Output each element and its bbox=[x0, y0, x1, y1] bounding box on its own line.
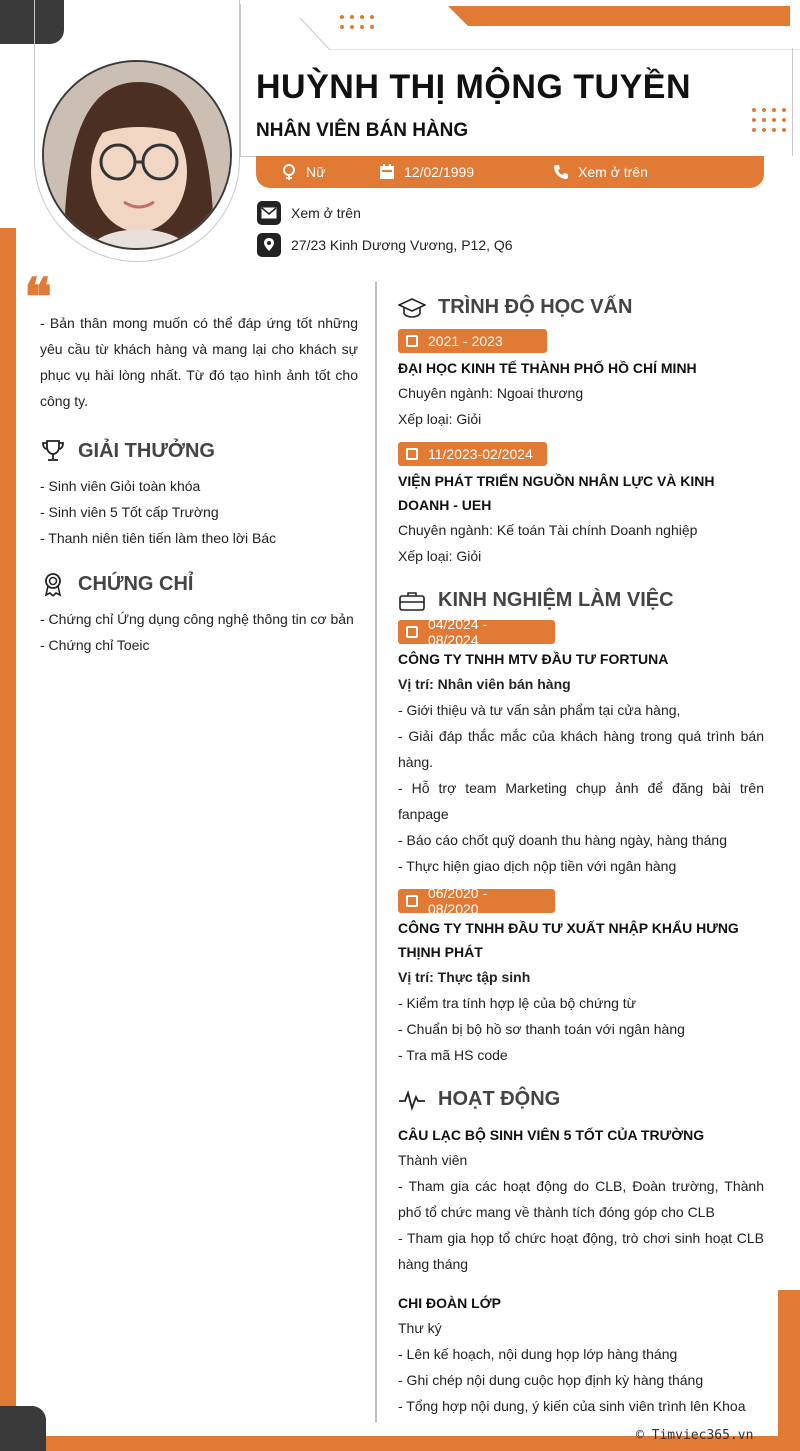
date-badge: 04/2024 - 08/2024 bbox=[398, 620, 555, 644]
calendar-icon bbox=[378, 163, 396, 181]
email-icon bbox=[257, 201, 281, 225]
duty-item: - Kiểm tra tính hợp lệ của bộ chứng từ bbox=[398, 995, 637, 1011]
grade: Xếp loại: Giỏi bbox=[398, 548, 482, 564]
activities-heading bbox=[398, 1088, 764, 1111]
organization-name: CÂU LẠC BỘ SINH VIÊN 5 TỐT CỦA TRƯỜNG bbox=[398, 1127, 705, 1143]
experience-heading bbox=[398, 589, 764, 612]
duty-item: - Giải đáp thắc mắc của khách hàng trong quá trình bán hàng. bbox=[398, 728, 764, 770]
list-item: - Chứng chỉ Ứng dụng công nghệ thông tin cơ bản bbox=[40, 611, 354, 627]
address-row bbox=[257, 233, 513, 257]
gender-info bbox=[280, 156, 325, 188]
calendar-icon bbox=[406, 895, 418, 907]
education-title: TRÌNH ĐỘ HỌC VẤN bbox=[438, 296, 633, 318]
grade: Xếp loại: Giỏi bbox=[398, 411, 482, 427]
right-accent-bar bbox=[778, 1290, 800, 1451]
awards-heading bbox=[40, 438, 215, 464]
activity-entry bbox=[398, 1291, 764, 1419]
career-objective: - Bản thân mong muốn có thể đáp ứng tốt những yêu cầu từ khách hàng và mang lại cho khách sự phục vụ hài lòng nhất. Từ đó tạo hình ảnh tốt cho công ty. bbox=[40, 315, 358, 409]
duty-item: - Tra mã HS code bbox=[398, 1047, 508, 1063]
certificates-heading bbox=[40, 571, 193, 597]
calendar-icon bbox=[406, 335, 418, 347]
list-item: - Chứng chỉ Toeic bbox=[40, 637, 150, 653]
trophy-icon bbox=[40, 438, 66, 464]
date-badge: 11/2023-02/2024 bbox=[398, 442, 547, 466]
experience-entry bbox=[398, 885, 764, 1068]
duty-item: - Chuẩn bị bộ hồ sơ thanh toán với ngân hàng bbox=[398, 1021, 685, 1037]
gender-icon bbox=[280, 163, 298, 181]
role: Thành viên bbox=[398, 1152, 468, 1168]
dots-decoration-top bbox=[340, 15, 374, 29]
major: Chuyên ngành: Ngoai thương bbox=[398, 385, 584, 401]
briefcase-icon bbox=[398, 590, 426, 612]
activity-entry bbox=[398, 1123, 764, 1277]
list-item: - Sinh viên Giỏi toàn khóa bbox=[40, 478, 201, 494]
info-bar bbox=[256, 156, 764, 188]
company-name: CÔNG TY TNHH ĐẦU TƯ XUẤT NHẬP KHẨU HƯNG THỊNH PHÁT bbox=[398, 920, 739, 960]
email-row bbox=[257, 201, 361, 225]
duty-item: - Báo cáo chốt quỹ doanh thu hàng ngày, hàng tháng bbox=[398, 832, 727, 848]
duty-item: - Giới thiệu và tư vấn sản phẩm tại cửa hàng, bbox=[398, 702, 681, 718]
activity-item: - Tham gia các hoạt động do CLB, Đoàn trường, Thành phố tổ chức mang về thành tích đóng góp cho CLB bbox=[398, 1178, 764, 1220]
education-heading bbox=[398, 296, 764, 319]
awards-list bbox=[40, 473, 370, 551]
date-badge: 06/2020 - 08/2020 bbox=[398, 889, 555, 913]
activity-item: - Lên kế hoạch, nội dung họp lớp hàng tháng bbox=[398, 1346, 678, 1362]
email-value: Xem ở trên bbox=[291, 205, 361, 221]
date-badge: 2021 - 2023 bbox=[398, 329, 547, 353]
certificates-title: CHỨNG CHỈ bbox=[78, 572, 194, 595]
pulse-icon bbox=[398, 1089, 426, 1111]
watermark: © Timviec365.vn bbox=[636, 1428, 754, 1443]
experience-entry bbox=[398, 616, 764, 879]
quote-icon: ❝ bbox=[24, 267, 52, 328]
position: Vị trí: Thực tập sinh bbox=[398, 969, 531, 985]
phone-icon bbox=[552, 163, 570, 181]
activity-item: - Tổng hợp nội dung, ý kiến của sinh viên trình lên Khoa bbox=[398, 1398, 746, 1414]
calendar-icon bbox=[406, 626, 418, 638]
experience-title: KINH NGHIỆM LÀM VIỆC bbox=[438, 589, 674, 611]
right-column bbox=[398, 296, 764, 1419]
list-item: - Sinh viên 5 Tốt cấp Trường bbox=[40, 504, 219, 520]
major: Chuyên ngành: Kế toán Tài chính Doanh nghiệp bbox=[398, 522, 698, 538]
school-name: VIỆN PHÁT TRIỂN NGUỒN NHÂN LỰC VÀ KINH DOANH - UEH bbox=[398, 473, 715, 513]
activities-title: HOẠT ĐỘNG bbox=[438, 1088, 561, 1110]
dots-decoration-right bbox=[752, 108, 786, 132]
list-item: - Thanh niên tiên tiến làm theo lời Bác bbox=[40, 530, 277, 546]
birthday-value: 12/02/1999 bbox=[404, 164, 475, 180]
position: Vị trí: Nhân viên bán hàng bbox=[398, 676, 571, 692]
organization-name: CHI ĐOÀN LỚP bbox=[398, 1295, 501, 1311]
job-title: NHÂN VIÊN BÁN HÀNG bbox=[256, 120, 469, 141]
award-badge-icon bbox=[40, 571, 66, 597]
avatar bbox=[42, 60, 232, 250]
certificates-list bbox=[40, 606, 370, 658]
school-name: ĐẠI HỌC KINH TẾ THÀNH PHỐ HỒ CHÍ MINH bbox=[398, 360, 697, 376]
activity-item: - Tham gia họp tổ chức hoạt động, trò chơi sinh hoạt CLB hàng tháng bbox=[398, 1230, 764, 1272]
education-entry bbox=[398, 329, 764, 432]
gender-value: Nữ bbox=[306, 164, 326, 180]
graduation-cap-icon bbox=[398, 297, 426, 319]
left-accent-bar bbox=[0, 228, 16, 1451]
duty-item: - Hỗ trợ team Marketing chụp ảnh để đăng bài trên fanpage bbox=[398, 780, 764, 822]
duty-item: - Thực hiện giao dịch nộp tiền với ngân hàng bbox=[398, 858, 677, 874]
activity-item: - Ghi chép nội dung cuộc họp định kỳ hàng tháng bbox=[398, 1372, 704, 1388]
column-divider bbox=[375, 282, 377, 1422]
phone-value: Xem ở trên bbox=[578, 164, 648, 180]
education-entry bbox=[398, 442, 764, 569]
address-value: 27/23 Kinh Dương Vương, P12, Q6 bbox=[291, 237, 513, 253]
company-name: CÔNG TY TNHH MTV ĐẦU TƯ FORTUNA bbox=[398, 651, 669, 667]
corner-decoration-bottom bbox=[0, 1406, 46, 1451]
birthday-info bbox=[378, 156, 474, 188]
role: Thư ký bbox=[398, 1320, 442, 1336]
calendar-icon bbox=[406, 448, 418, 460]
candidate-name: HUỲNH THỊ MỘNG TUYỀN bbox=[256, 68, 691, 106]
phone-info bbox=[552, 156, 648, 188]
awards-title: GIẢI THƯỞNG bbox=[78, 439, 215, 462]
location-icon bbox=[257, 233, 281, 257]
